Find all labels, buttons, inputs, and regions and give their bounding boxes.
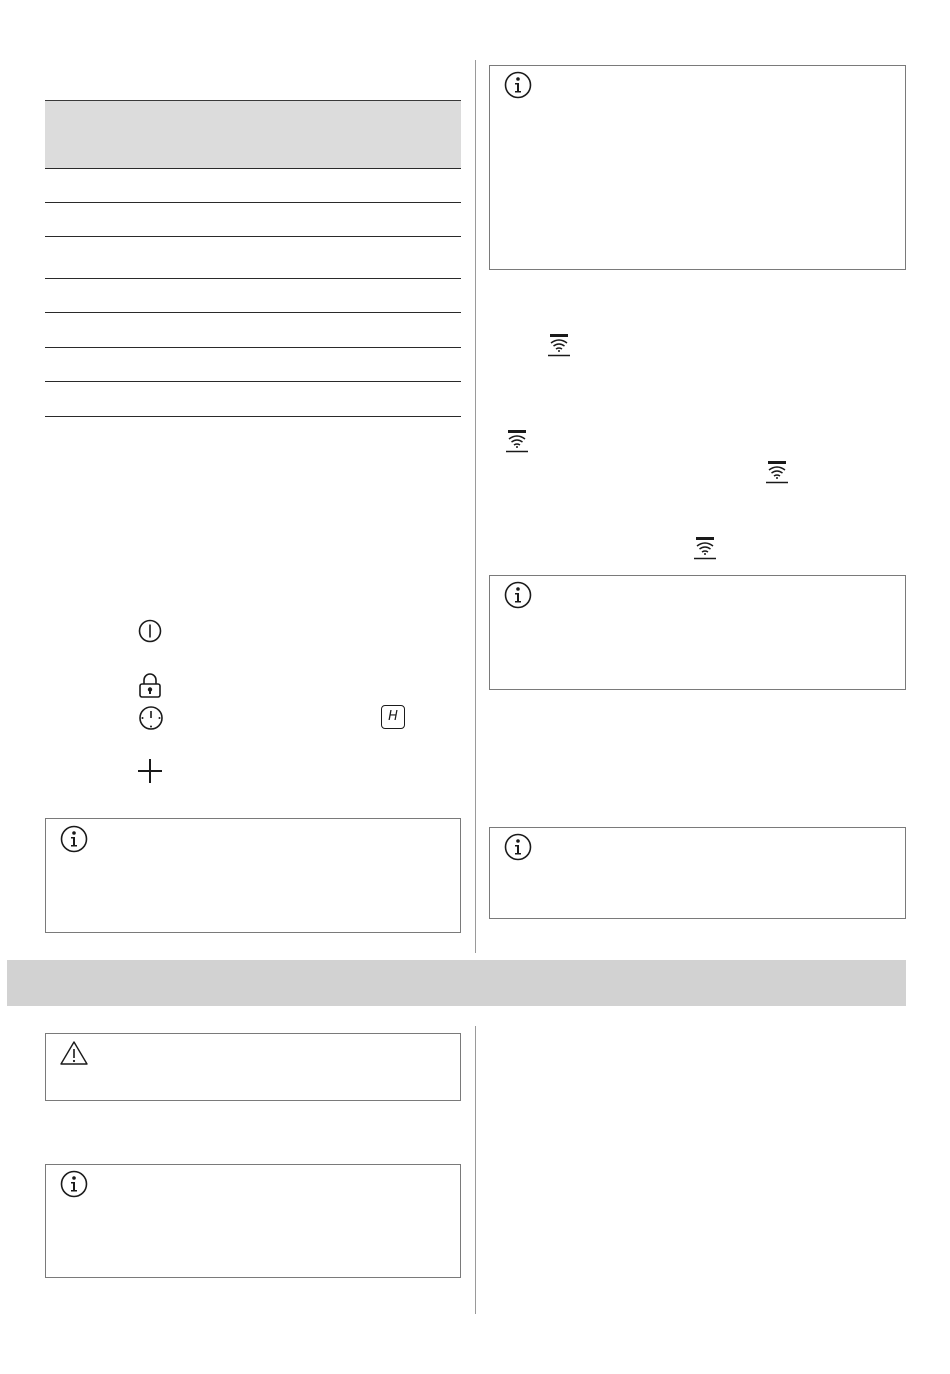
info-note-box-top [489,65,906,270]
info-note-box-bottom [489,827,906,919]
table-rule [45,416,461,417]
info-icon [504,833,532,861]
table-rule [45,381,461,382]
info-icon [504,71,532,99]
table-rule [45,278,461,279]
column-divider-bottom [475,1026,476,1314]
timer-icon [138,705,164,731]
hob2hood-icon [505,429,529,453]
info-icon [60,825,88,853]
section-banner [7,960,906,1006]
info-icon [504,581,532,609]
table-rule [45,347,461,348]
power-icon [138,619,162,643]
info-note-box-lower [45,1164,461,1278]
hob2hood-icon [765,460,789,484]
info-icon [60,1170,88,1198]
hob2hood-icon [547,333,571,357]
table-rule [45,202,461,203]
column-divider-top [475,60,476,953]
lock-icon [138,673,162,699]
warning-icon [59,1040,89,1066]
warning-note-box [45,1033,461,1101]
residual-heat-indicator [381,705,405,729]
residual-heat-letter: H [388,709,398,724]
info-note-box-middle [489,575,906,690]
info-note-box [45,818,461,933]
settings-table [45,100,461,418]
table-rule [45,236,461,237]
table-header [45,100,461,169]
table-rule [45,312,461,313]
hob2hood-icon [693,536,717,560]
plus-icon [137,758,163,784]
table-rule [45,168,461,169]
